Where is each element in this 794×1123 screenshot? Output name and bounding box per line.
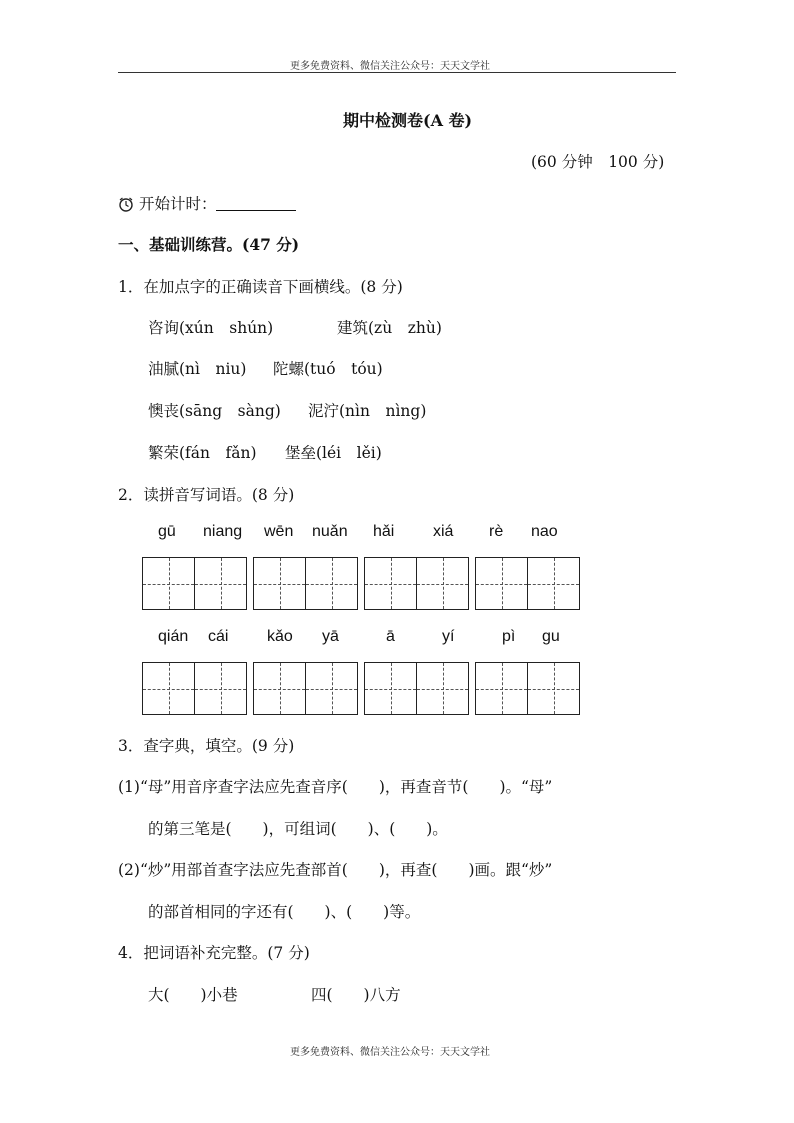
clock-icon bbox=[118, 196, 134, 212]
q1-item: 陀螺(tuó tóu) bbox=[273, 360, 383, 378]
pinyin: gū bbox=[158, 523, 176, 540]
pinyin: gu bbox=[542, 628, 560, 645]
pinyin: niang bbox=[203, 523, 243, 540]
pinyin: nuǎn bbox=[312, 523, 348, 540]
q1-item: 油腻(nì niu) bbox=[148, 360, 247, 378]
q4-title: 4．把词语补充完整。(7 分) bbox=[118, 944, 310, 962]
q1-item: 懊丧(sāng sàng) bbox=[148, 402, 281, 420]
answer-box[interactable] bbox=[253, 662, 358, 715]
answer-box[interactable] bbox=[364, 557, 469, 610]
q1-item: 咨询(xún shún) bbox=[148, 319, 274, 337]
section-1-heading: 一、基础训练营。(47 分) bbox=[118, 235, 300, 254]
pinyin: rè bbox=[489, 523, 504, 540]
pinyin: cái bbox=[208, 628, 229, 645]
q1-item: 建筑(zù zhù) bbox=[337, 319, 442, 337]
pinyin: ā bbox=[386, 628, 395, 645]
q2-title: 2．读拼音写词语。(8 分) bbox=[118, 486, 295, 504]
q1-item: 繁荣(fán fǎn) bbox=[148, 444, 257, 462]
footer-note: 更多免费资料、微信关注公众号：天天文学社 bbox=[290, 1047, 490, 1058]
pinyin: kǎo bbox=[267, 628, 293, 645]
header-rule bbox=[118, 72, 676, 73]
page-title: 期中检测卷(A 卷) bbox=[343, 111, 473, 130]
pinyin: wēn bbox=[264, 523, 294, 540]
q3-part1-line2: 的第三笔是( )，可组词( )、( )。 bbox=[148, 820, 448, 838]
time-score: (60 分钟 100 分) bbox=[531, 153, 665, 171]
writing-grid-row-2 bbox=[142, 662, 586, 715]
pinyin: qián bbox=[158, 628, 189, 645]
pinyin: yí bbox=[442, 628, 455, 645]
q1-item: 泥泞(nìn nìng) bbox=[308, 402, 427, 420]
pinyin: hǎi bbox=[373, 523, 395, 540]
start-time-blank[interactable] bbox=[216, 196, 296, 211]
q1-item: 堡垒(léi lěi) bbox=[285, 444, 382, 462]
q3-part2-line2: 的部首相同的字还有( )、( )等。 bbox=[148, 903, 421, 921]
pinyin: xiá bbox=[433, 523, 454, 540]
answer-box[interactable] bbox=[142, 557, 247, 610]
header-note: 更多免费资料、微信关注公众号：天天文学社 bbox=[290, 61, 490, 72]
q3-part1-line1: (1)“母”用音序查字法应先查音序( )，再查音节( )。“母” bbox=[118, 778, 553, 796]
q3-title: 3．查字典，填空。(9 分) bbox=[118, 737, 295, 755]
pinyin: pì bbox=[502, 628, 516, 645]
start-time-label: 开始计时： bbox=[138, 195, 217, 213]
writing-grid-row-1 bbox=[142, 557, 586, 610]
answer-box[interactable] bbox=[364, 662, 469, 715]
answer-box[interactable] bbox=[253, 557, 358, 610]
q1-title: 1．在加点字的正确读音下画横线。(8 分) bbox=[118, 278, 403, 296]
pinyin: yā bbox=[322, 628, 339, 645]
start-time bbox=[118, 192, 296, 214]
answer-box[interactable] bbox=[475, 557, 580, 610]
answer-box[interactable] bbox=[142, 662, 247, 715]
answer-box[interactable] bbox=[475, 662, 580, 715]
q4-item: 大( )小巷 bbox=[148, 986, 238, 1004]
pinyin: nao bbox=[531, 523, 558, 540]
q3-part2-line1: (2)“炒”用部首查字法应先查部首( )，再查( )画。跟“炒” bbox=[118, 861, 553, 879]
q4-item: 四( )八方 bbox=[311, 986, 401, 1004]
